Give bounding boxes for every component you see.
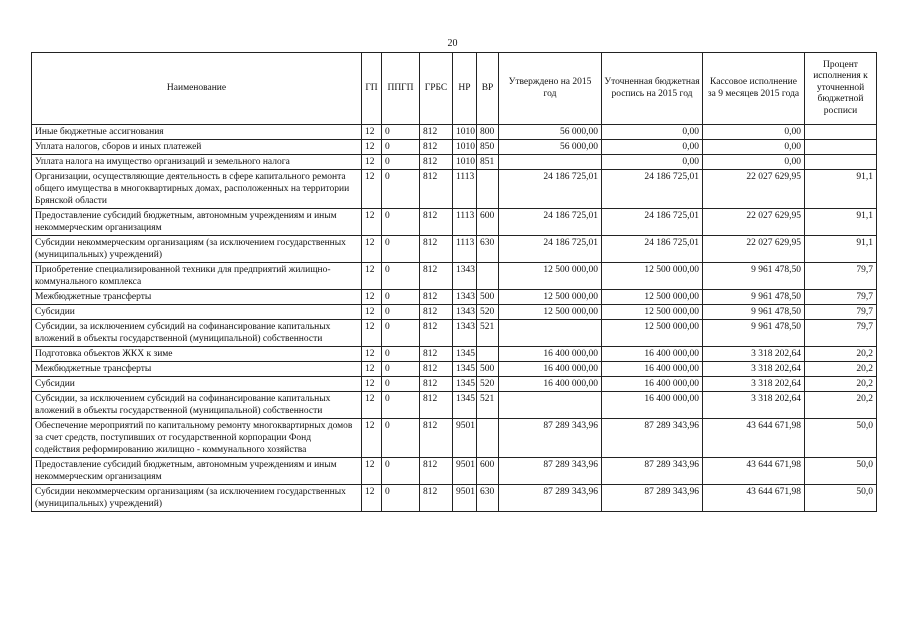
cell-grbs: 812 bbox=[420, 125, 453, 140]
cell-percent: 79,7 bbox=[805, 305, 877, 320]
cell-gp: 12 bbox=[362, 140, 382, 155]
cell-refined: 12 500 000,00 bbox=[602, 263, 703, 290]
cell-gp: 12 bbox=[362, 347, 382, 362]
cell-vr: 850 bbox=[477, 140, 499, 155]
cell-percent: 79,7 bbox=[805, 290, 877, 305]
cell-percent bbox=[805, 140, 877, 155]
cell-percent: 50,0 bbox=[805, 458, 877, 485]
cell-nr: 1343 bbox=[453, 263, 477, 290]
cell-gp: 12 bbox=[362, 170, 382, 209]
header-cash: Кассовое исполнение за 9 месяцев 2015 года bbox=[703, 53, 805, 125]
cell-approved: 56 000,00 bbox=[499, 140, 602, 155]
cell-grbs: 812 bbox=[420, 320, 453, 347]
cell-ppgp: 0 bbox=[382, 209, 420, 236]
cell-percent: 91,1 bbox=[805, 170, 877, 209]
table-row bbox=[32, 263, 877, 290]
cell-vr: 800 bbox=[477, 125, 499, 140]
cell-name: Субсидии, за исключением субсидий на софинансирование капитальных вложений в объекты государственной (муниципальной) собственности bbox=[32, 392, 362, 419]
cell-nr: 1343 bbox=[453, 305, 477, 320]
cell-refined: 0,00 bbox=[602, 155, 703, 170]
cell-gp: 12 bbox=[362, 377, 382, 392]
cell-grbs: 812 bbox=[420, 392, 453, 419]
cell-percent: 20,2 bbox=[805, 377, 877, 392]
cell-approved: 24 186 725,01 bbox=[499, 170, 602, 209]
cell-refined: 12 500 000,00 bbox=[602, 305, 703, 320]
cell-gp: 12 bbox=[362, 362, 382, 377]
cell-vr bbox=[477, 263, 499, 290]
cell-refined: 24 186 725,01 bbox=[602, 236, 703, 263]
cell-refined: 87 289 343,96 bbox=[602, 458, 703, 485]
cell-approved: 16 400 000,00 bbox=[499, 362, 602, 377]
cell-gp: 12 bbox=[362, 125, 382, 140]
cell-gp: 12 bbox=[362, 458, 382, 485]
cell-percent: 91,1 bbox=[805, 209, 877, 236]
cell-percent bbox=[805, 125, 877, 140]
cell-refined: 12 500 000,00 bbox=[602, 290, 703, 305]
cell-vr: 500 bbox=[477, 362, 499, 377]
cell-ppgp: 0 bbox=[382, 362, 420, 377]
cell-name: Предоставление субсидий бюджетным, автономным учреждениям и иным некоммерческим организациям bbox=[32, 209, 362, 236]
cell-name: Межбюджетные трансферты bbox=[32, 290, 362, 305]
table-row bbox=[32, 485, 877, 512]
table-row bbox=[32, 347, 877, 362]
cell-approved bbox=[499, 155, 602, 170]
cell-approved: 24 186 725,01 bbox=[499, 236, 602, 263]
cell-nr: 1010 bbox=[453, 155, 477, 170]
table-row bbox=[32, 209, 877, 236]
cell-ppgp: 0 bbox=[382, 347, 420, 362]
cell-name: Предоставление субсидий бюджетным, автономным учреждениям и иным некоммерческим организациям bbox=[32, 458, 362, 485]
cell-nr: 1010 bbox=[453, 140, 477, 155]
cell-cash: 22 027 629,95 bbox=[703, 209, 805, 236]
cell-cash: 43 644 671,98 bbox=[703, 458, 805, 485]
table-row bbox=[32, 392, 877, 419]
cell-ppgp: 0 bbox=[382, 377, 420, 392]
cell-vr bbox=[477, 419, 499, 458]
cell-cash: 0,00 bbox=[703, 155, 805, 170]
cell-approved bbox=[499, 392, 602, 419]
cell-gp: 12 bbox=[362, 305, 382, 320]
cell-nr: 1345 bbox=[453, 392, 477, 419]
table-row bbox=[32, 320, 877, 347]
cell-grbs: 812 bbox=[420, 305, 453, 320]
cell-grbs: 812 bbox=[420, 419, 453, 458]
header-refined: Уточненная бюджетная роспись на 2015 год bbox=[602, 53, 703, 125]
cell-gp: 12 bbox=[362, 263, 382, 290]
cell-approved: 87 289 343,96 bbox=[499, 485, 602, 512]
cell-nr: 1345 bbox=[453, 377, 477, 392]
cell-approved: 56 000,00 bbox=[499, 125, 602, 140]
cell-nr: 1113 bbox=[453, 236, 477, 263]
cell-ppgp: 0 bbox=[382, 263, 420, 290]
table-row bbox=[32, 140, 877, 155]
cell-gp: 12 bbox=[362, 155, 382, 170]
cell-cash: 3 318 202,64 bbox=[703, 392, 805, 419]
cell-ppgp: 0 bbox=[382, 305, 420, 320]
cell-cash: 9 961 478,50 bbox=[703, 305, 805, 320]
table-row bbox=[32, 458, 877, 485]
cell-name: Субсидии bbox=[32, 305, 362, 320]
cell-approved: 12 500 000,00 bbox=[499, 305, 602, 320]
cell-ppgp: 0 bbox=[382, 290, 420, 305]
header-ppgp: ППГП bbox=[382, 53, 420, 125]
cell-gp: 12 bbox=[362, 236, 382, 263]
cell-nr: 9501 bbox=[453, 485, 477, 512]
table-row bbox=[32, 290, 877, 305]
cell-name: Обеспечение мероприятий по капитальному ремонту многоквартирных домов за счет средств, поступивших от государственной корпорации Фонд содействия реформированию жилищно - коммунального хозяйства bbox=[32, 419, 362, 458]
cell-gp: 12 bbox=[362, 392, 382, 419]
cell-refined: 24 186 725,01 bbox=[602, 209, 703, 236]
cell-vr: 630 bbox=[477, 236, 499, 263]
cell-nr: 1343 bbox=[453, 320, 477, 347]
cell-approved: 87 289 343,96 bbox=[499, 419, 602, 458]
cell-name: Субсидии некоммерческим организациям (за исключением государственных (муниципальных) учреждений) bbox=[32, 236, 362, 263]
table-row bbox=[32, 170, 877, 209]
cell-refined: 16 400 000,00 bbox=[602, 362, 703, 377]
cell-grbs: 812 bbox=[420, 170, 453, 209]
cell-vr: 600 bbox=[477, 209, 499, 236]
cell-name: Приобретение специализированной техники для предприятий жилищно-коммунального комплекса bbox=[32, 263, 362, 290]
cell-cash: 9 961 478,50 bbox=[703, 320, 805, 347]
header-gp: ГП bbox=[362, 53, 382, 125]
cell-approved: 87 289 343,96 bbox=[499, 458, 602, 485]
cell-percent: 79,7 bbox=[805, 320, 877, 347]
cell-nr: 9501 bbox=[453, 419, 477, 458]
cell-cash: 0,00 bbox=[703, 140, 805, 155]
cell-cash: 43 644 671,98 bbox=[703, 485, 805, 512]
cell-name: Организации, осуществляющие деятельность в сфере капитального ремонта общего имущества в многоквартирных домах, расположенных на территории Брянской области bbox=[32, 170, 362, 209]
cell-gp: 12 bbox=[362, 419, 382, 458]
cell-ppgp: 0 bbox=[382, 419, 420, 458]
cell-cash: 3 318 202,64 bbox=[703, 377, 805, 392]
cell-approved bbox=[499, 320, 602, 347]
cell-name: Субсидии некоммерческим организациям (за исключением государственных (муниципальных) учреждений) bbox=[32, 485, 362, 512]
cell-approved: 16 400 000,00 bbox=[499, 377, 602, 392]
cell-ppgp: 0 bbox=[382, 392, 420, 419]
cell-refined: 0,00 bbox=[602, 125, 703, 140]
cell-vr: 600 bbox=[477, 458, 499, 485]
cell-refined: 16 400 000,00 bbox=[602, 377, 703, 392]
cell-vr bbox=[477, 170, 499, 209]
cell-name: Уплата налогов, сборов и иных платежей bbox=[32, 140, 362, 155]
cell-cash: 43 644 671,98 bbox=[703, 419, 805, 458]
cell-ppgp: 0 bbox=[382, 155, 420, 170]
cell-percent: 20,2 bbox=[805, 347, 877, 362]
cell-grbs: 812 bbox=[420, 263, 453, 290]
cell-cash: 9 961 478,50 bbox=[703, 263, 805, 290]
cell-percent: 20,2 bbox=[805, 362, 877, 377]
table-header-row bbox=[32, 53, 877, 125]
cell-refined: 12 500 000,00 bbox=[602, 320, 703, 347]
cell-cash: 22 027 629,95 bbox=[703, 170, 805, 209]
cell-approved: 12 500 000,00 bbox=[499, 290, 602, 305]
cell-grbs: 812 bbox=[420, 485, 453, 512]
cell-cash: 9 961 478,50 bbox=[703, 290, 805, 305]
table-row bbox=[32, 362, 877, 377]
cell-approved: 16 400 000,00 bbox=[499, 347, 602, 362]
cell-vr: 521 bbox=[477, 392, 499, 419]
cell-vr bbox=[477, 347, 499, 362]
cell-refined: 0,00 bbox=[602, 140, 703, 155]
cell-nr: 9501 bbox=[453, 458, 477, 485]
table-row bbox=[32, 305, 877, 320]
cell-grbs: 812 bbox=[420, 347, 453, 362]
cell-gp: 12 bbox=[362, 290, 382, 305]
cell-grbs: 812 bbox=[420, 458, 453, 485]
cell-cash: 3 318 202,64 bbox=[703, 362, 805, 377]
header-vr: ВР bbox=[477, 53, 499, 125]
cell-name: Уплата налога на имущество организаций и земельного налога bbox=[32, 155, 362, 170]
cell-cash: 0,00 bbox=[703, 125, 805, 140]
cell-percent: 91,1 bbox=[805, 236, 877, 263]
cell-percent: 50,0 bbox=[805, 485, 877, 512]
cell-cash: 3 318 202,64 bbox=[703, 347, 805, 362]
table-row bbox=[32, 419, 877, 458]
budget-execution-table bbox=[31, 52, 877, 512]
cell-grbs: 812 bbox=[420, 290, 453, 305]
cell-grbs: 812 bbox=[420, 362, 453, 377]
cell-cash: 22 027 629,95 bbox=[703, 236, 805, 263]
cell-approved: 24 186 725,01 bbox=[499, 209, 602, 236]
cell-vr: 851 bbox=[477, 155, 499, 170]
header-grbs: ГРБС bbox=[420, 53, 453, 125]
cell-name: Субсидии, за исключением субсидий на софинансирование капитальных вложений в объекты государственной (муниципальной) собственности bbox=[32, 320, 362, 347]
cell-ppgp: 0 bbox=[382, 236, 420, 263]
cell-nr: 1345 bbox=[453, 362, 477, 377]
cell-percent: 20,2 bbox=[805, 392, 877, 419]
cell-refined: 87 289 343,96 bbox=[602, 485, 703, 512]
cell-ppgp: 0 bbox=[382, 125, 420, 140]
cell-ppgp: 0 bbox=[382, 458, 420, 485]
table-body bbox=[32, 125, 877, 512]
cell-grbs: 812 bbox=[420, 155, 453, 170]
cell-approved: 12 500 000,00 bbox=[499, 263, 602, 290]
header-approved: Утверждено на 2015 год bbox=[499, 53, 602, 125]
cell-grbs: 812 bbox=[420, 140, 453, 155]
cell-grbs: 812 bbox=[420, 236, 453, 263]
cell-ppgp: 0 bbox=[382, 170, 420, 209]
header-nr: НР bbox=[453, 53, 477, 125]
header-percent: Процент исполнения к уточненной бюджетной росписи bbox=[805, 53, 877, 125]
cell-name: Подготовка объектов ЖКХ к зиме bbox=[32, 347, 362, 362]
header-name: Наименование bbox=[32, 53, 362, 125]
cell-percent: 50,0 bbox=[805, 419, 877, 458]
cell-refined: 16 400 000,00 bbox=[602, 347, 703, 362]
table-row bbox=[32, 155, 877, 170]
cell-vr: 521 bbox=[477, 320, 499, 347]
cell-name: Иные бюджетные ассигнования bbox=[32, 125, 362, 140]
cell-refined: 87 289 343,96 bbox=[602, 419, 703, 458]
cell-vr: 520 bbox=[477, 305, 499, 320]
cell-refined: 16 400 000,00 bbox=[602, 392, 703, 419]
cell-refined: 24 186 725,01 bbox=[602, 170, 703, 209]
cell-nr: 1345 bbox=[453, 347, 477, 362]
cell-grbs: 812 bbox=[420, 209, 453, 236]
cell-vr: 500 bbox=[477, 290, 499, 305]
cell-nr: 1113 bbox=[453, 170, 477, 209]
cell-vr: 630 bbox=[477, 485, 499, 512]
cell-name: Субсидии bbox=[32, 377, 362, 392]
cell-percent: 79,7 bbox=[805, 263, 877, 290]
cell-name: Межбюджетные трансферты bbox=[32, 362, 362, 377]
cell-gp: 12 bbox=[362, 209, 382, 236]
cell-nr: 1343 bbox=[453, 290, 477, 305]
cell-ppgp: 0 bbox=[382, 320, 420, 347]
table-row bbox=[32, 377, 877, 392]
cell-nr: 1113 bbox=[453, 209, 477, 236]
table-row bbox=[32, 236, 877, 263]
page-number: 20 bbox=[447, 38, 458, 49]
cell-grbs: 812 bbox=[420, 377, 453, 392]
cell-gp: 12 bbox=[362, 320, 382, 347]
cell-vr: 520 bbox=[477, 377, 499, 392]
table-row bbox=[32, 125, 877, 140]
cell-gp: 12 bbox=[362, 485, 382, 512]
cell-ppgp: 0 bbox=[382, 485, 420, 512]
cell-ppgp: 0 bbox=[382, 140, 420, 155]
cell-nr: 1010 bbox=[453, 125, 477, 140]
cell-percent bbox=[805, 155, 877, 170]
